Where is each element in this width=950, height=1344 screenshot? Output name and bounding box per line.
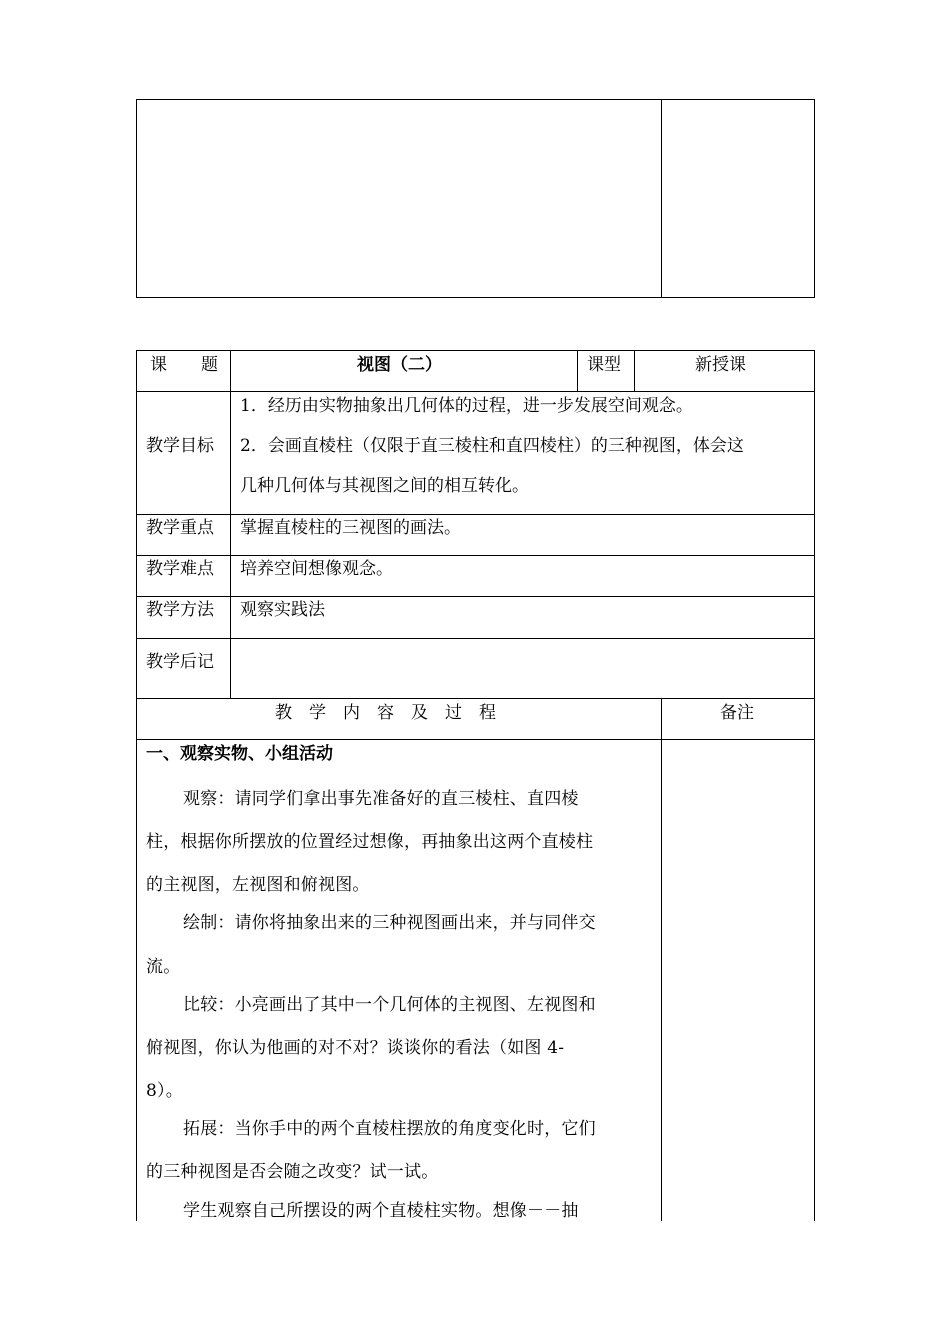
row-divider bbox=[136, 698, 815, 699]
content-line: 的三种视图是否会随之改变？试一试。 bbox=[146, 1162, 439, 1182]
notes-column-divider bbox=[661, 698, 662, 1221]
content-line: 比较：小亮画出了其中一个几何体的主视图、左视图和 bbox=[183, 995, 596, 1015]
content-line: 8）。 bbox=[146, 1081, 183, 1101]
topic-label: 课 题 bbox=[150, 355, 218, 375]
type-column-divider bbox=[577, 350, 578, 392]
type-label: 课型 bbox=[587, 355, 621, 375]
row-divider bbox=[136, 391, 815, 392]
type-value-divider bbox=[634, 350, 635, 392]
content-line: 俯视图，你认为他画的对不对？谈谈你的看法（如图 4- bbox=[146, 1038, 565, 1058]
notes-header: 备注 bbox=[720, 703, 754, 723]
row-divider bbox=[136, 555, 815, 556]
method-value: 观察实践法 bbox=[240, 600, 325, 620]
header-table-divider bbox=[661, 99, 662, 298]
row-divider bbox=[136, 596, 815, 597]
content-line: 学生观察自己所摆设的两个直棱柱实物。想像－－抽 bbox=[183, 1201, 579, 1221]
content-line: 的主视图，左视图和俯视图。 bbox=[146, 875, 370, 895]
topic-value: 视图（二） bbox=[357, 355, 442, 375]
key-value: 掌握直棱柱的三视图的画法。 bbox=[240, 518, 461, 538]
content-line: 流。 bbox=[146, 957, 181, 977]
content-line: 观察：请同学们拿出事先准备好的直三棱柱、直四棱 bbox=[183, 789, 579, 809]
goals-label: 教学目标 bbox=[146, 436, 214, 456]
row-divider bbox=[136, 638, 815, 639]
content-line: 绘制：请你将抽象出来的三种视图画出来，并与同伴交 bbox=[183, 913, 596, 933]
reflection-label: 教学后记 bbox=[146, 652, 214, 672]
type-value: 新授课 bbox=[695, 355, 746, 375]
goals-line: 几种几何体与其视图之间的相互转化。 bbox=[240, 476, 529, 496]
key-label: 教学重点 bbox=[146, 518, 214, 538]
content-line: 拓展：当你手中的两个直棱柱摆放的角度变化时，它们 bbox=[183, 1119, 596, 1139]
method-label: 教学方法 bbox=[146, 600, 214, 620]
row-divider bbox=[136, 514, 815, 515]
difficulty-label: 教学难点 bbox=[146, 559, 214, 579]
label-column-divider bbox=[230, 350, 231, 699]
process-header: 教 学 内 容 及 过 程 bbox=[275, 703, 496, 723]
content-line: 柱，根据你所摆放的位置经过想像，再抽象出这两个直棱柱 bbox=[146, 832, 594, 852]
goals-line: 1．经历由实物抽象出几何体的过程，进一步发展空间观念。 bbox=[240, 396, 693, 416]
header-table bbox=[136, 99, 815, 298]
goals-line: 2．会画直棱柱（仅限于直三棱柱和直四棱柱）的三种视图，体会这 bbox=[240, 436, 744, 456]
row-divider bbox=[136, 739, 815, 740]
difficulty-value: 培养空间想像观念。 bbox=[240, 559, 393, 579]
section-title: 一、观察实物、小组活动 bbox=[146, 744, 333, 764]
